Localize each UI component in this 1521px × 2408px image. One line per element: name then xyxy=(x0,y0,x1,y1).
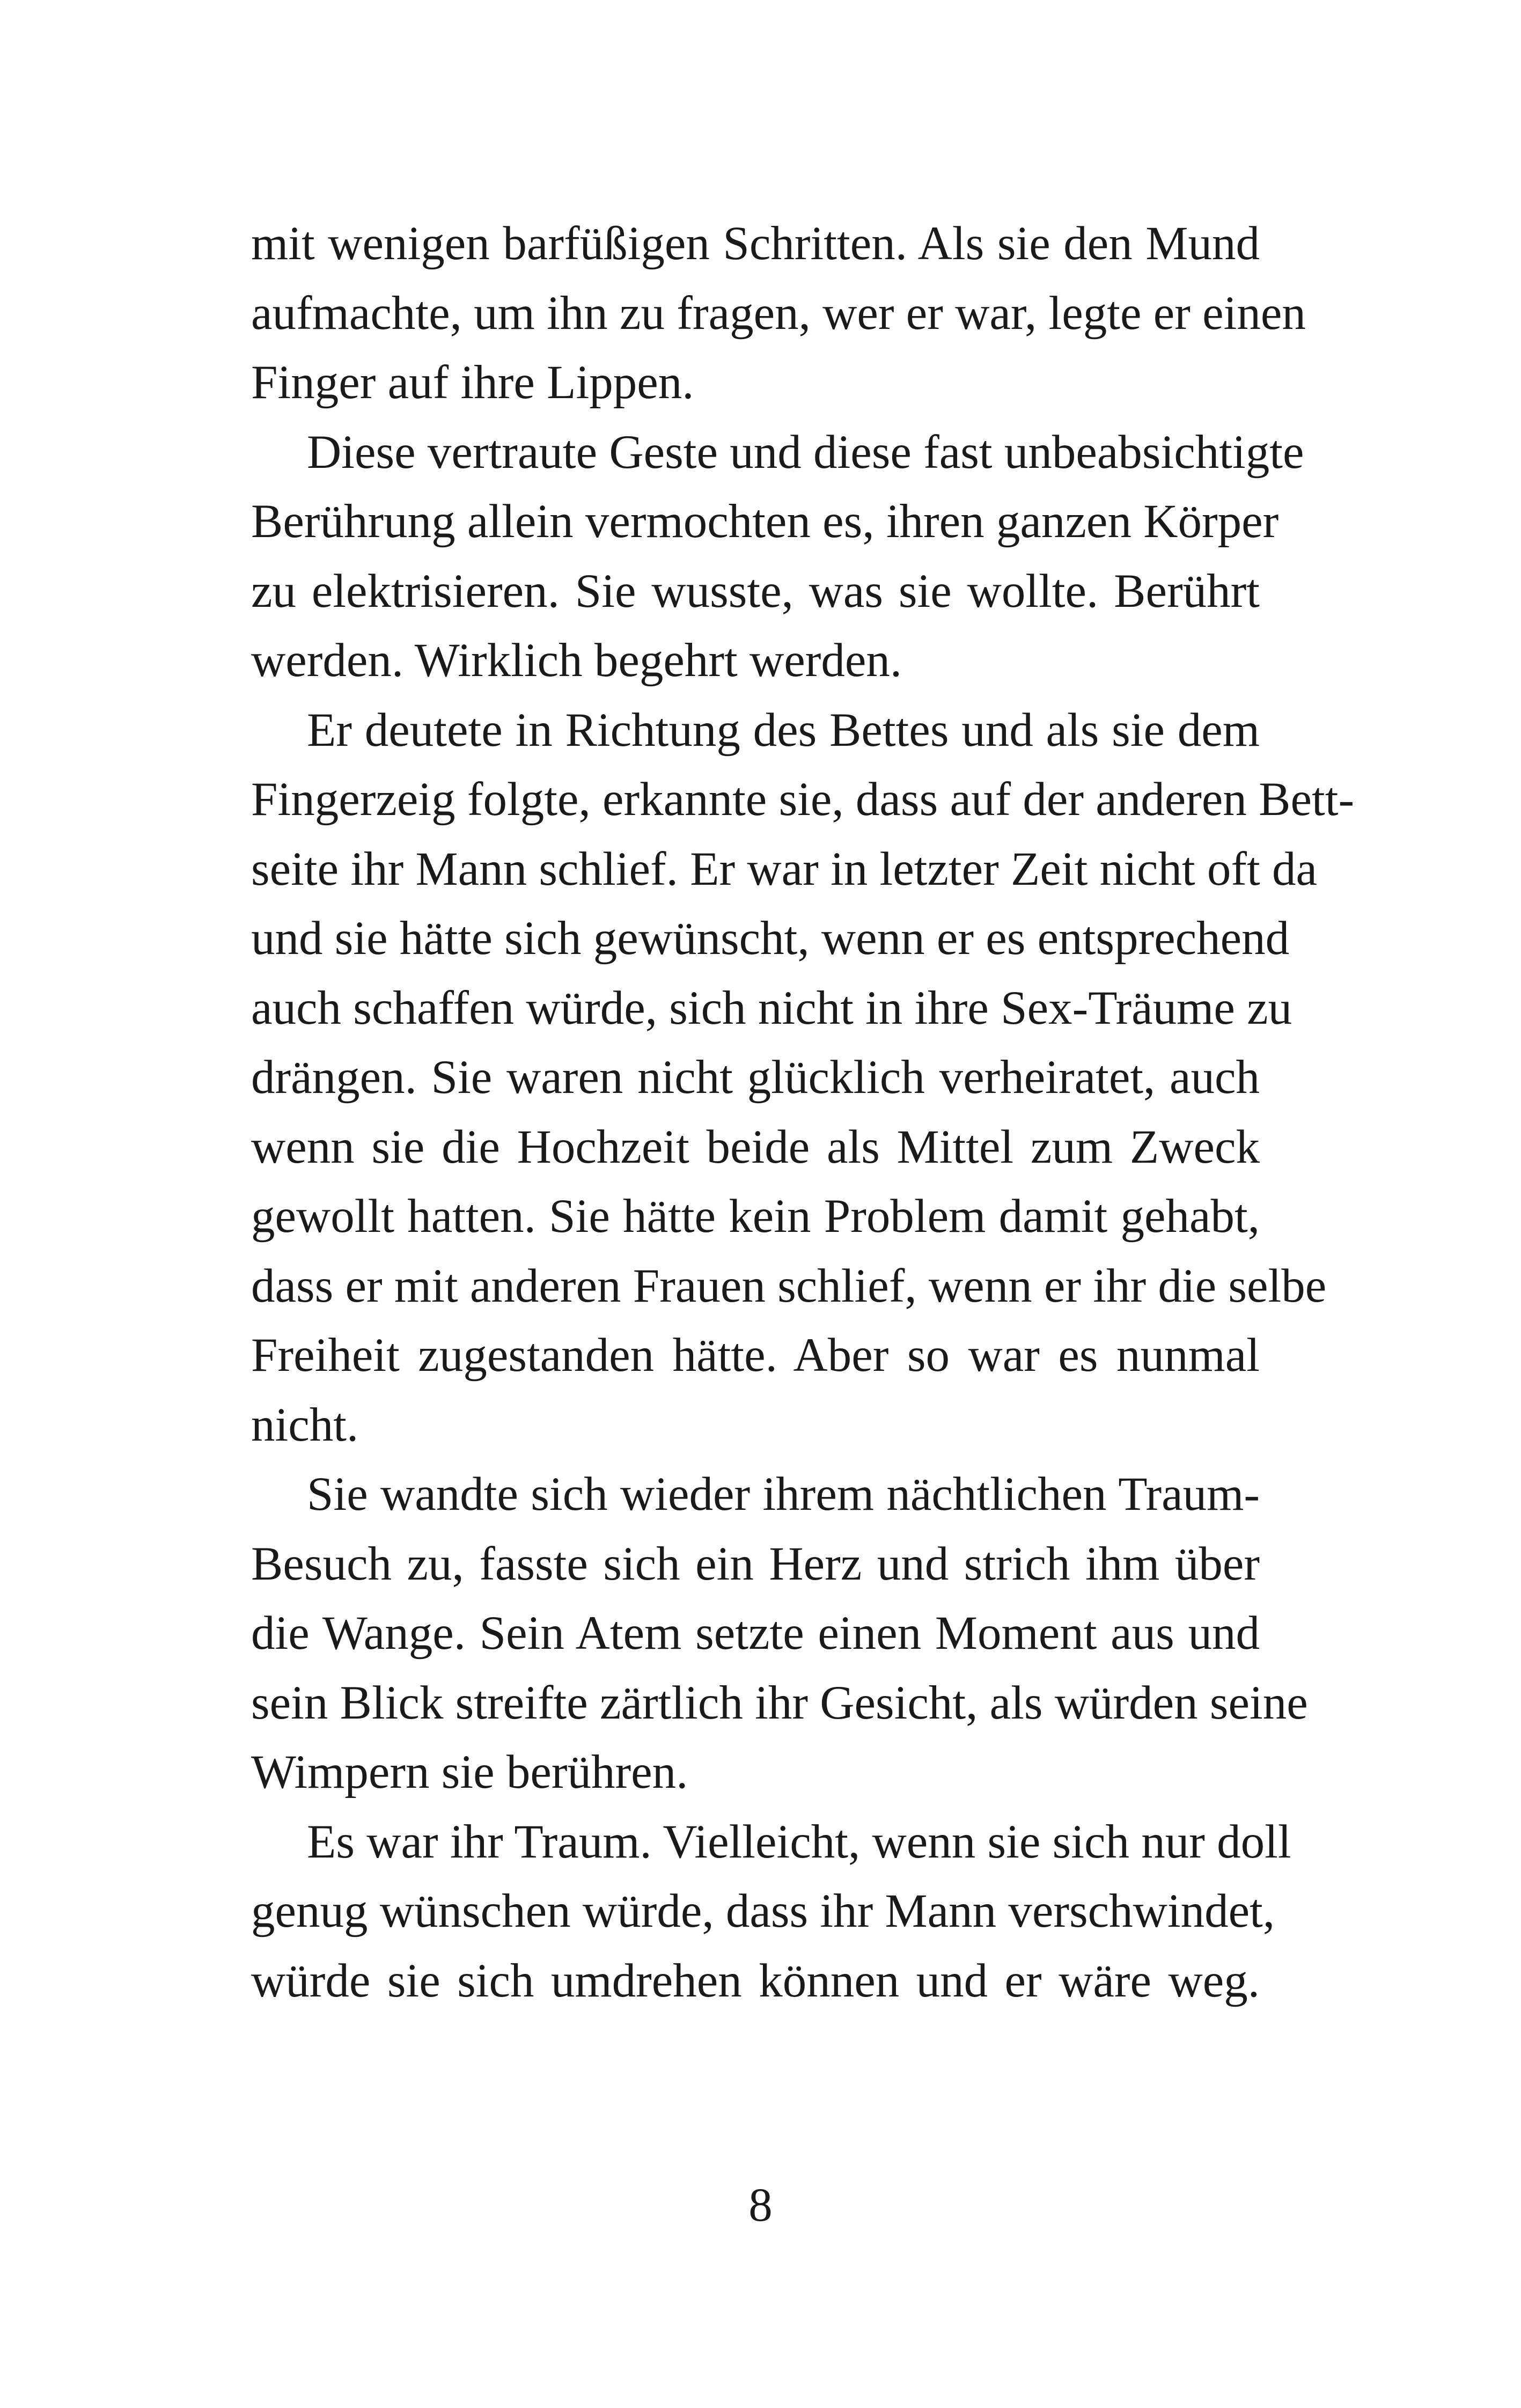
text-line: Berührung allein vermochten es, ihren ganzen Körper xyxy=(251,495,1279,548)
text-line: auch schaffen würde, sich nicht in ihre Sex-Träume zu xyxy=(251,981,1292,1034)
text-line: Freiheit zugestanden hätte. Aber so war es nunmal xyxy=(251,1329,1260,1382)
paragraph xyxy=(251,696,1355,1460)
body-text xyxy=(251,209,1355,2016)
text-line: Fingerzeig folgte, erkannte sie, dass auf der anderen Bett- xyxy=(251,773,1355,826)
text-line: aufmachte, um ihn zu fragen, wer er war, legte er einen xyxy=(251,287,1306,340)
paragraph xyxy=(251,1460,1308,1808)
text-line: würde sie sich umdrehen können und er wäre weg. xyxy=(251,1954,1260,2007)
text-line: Finger auf ihre Lippen. xyxy=(251,356,694,409)
paragraph xyxy=(251,209,1306,418)
text-line: und sie hätte sich gewünscht, wenn er es entsprechend xyxy=(251,912,1290,965)
paragraph xyxy=(251,418,1304,696)
text-line: dass er mit anderen Frauen schlief, wenn er ihr die selbe xyxy=(251,1259,1327,1312)
text-line: Besuch zu, fasste sich ein Herz und strich ihm über xyxy=(251,1537,1260,1590)
text-line: Sie wandte sich wieder ihrem nächtlichen Traum- xyxy=(307,1468,1260,1521)
text-line: wenn sie die Hochzeit beide als Mittel zum Zweck xyxy=(251,1120,1260,1173)
text-line: drängen. Sie waren nicht glücklich verheiratet, auch xyxy=(251,1051,1260,1104)
text-line: genug wünschen würde, dass ihr Mann verschwindet, xyxy=(251,1885,1275,1937)
text-line: zu elektrisieren. Sie wusste, was sie wollte. Berührt xyxy=(251,564,1260,618)
text-line: mit wenigen barfüßigen Schritten. Als sie den Mund xyxy=(251,217,1260,270)
text-line: Es war ihr Traum. Vielleicht, wenn sie sich nur doll xyxy=(307,1815,1291,1868)
text-line: nicht. xyxy=(251,1398,359,1451)
text-line: Wimpern sie berühren. xyxy=(251,1746,688,1798)
paragraph xyxy=(251,1808,1291,2016)
page-number: 8 xyxy=(748,2179,773,2231)
text-line: sein Blick streifte zärtlich ihr Gesicht, als würden seine xyxy=(251,1676,1308,1729)
text-line: seite ihr Mann schlief. Er war in letzter Zeit nicht oft da xyxy=(251,842,1317,895)
text-line: werden. Wirklich begehrt werden. xyxy=(251,634,902,687)
text-line: gewollt hatten. Sie hätte kein Problem damit gehabt, xyxy=(251,1190,1260,1243)
text-line: die Wange. Sein Atem setzte einen Moment aus und xyxy=(251,1607,1260,1660)
text-line: Diese vertraute Geste und diese fast unbeabsichtigte xyxy=(307,425,1304,479)
text-line: Er deutete in Richtung des Bettes und als sie dem xyxy=(307,703,1260,757)
